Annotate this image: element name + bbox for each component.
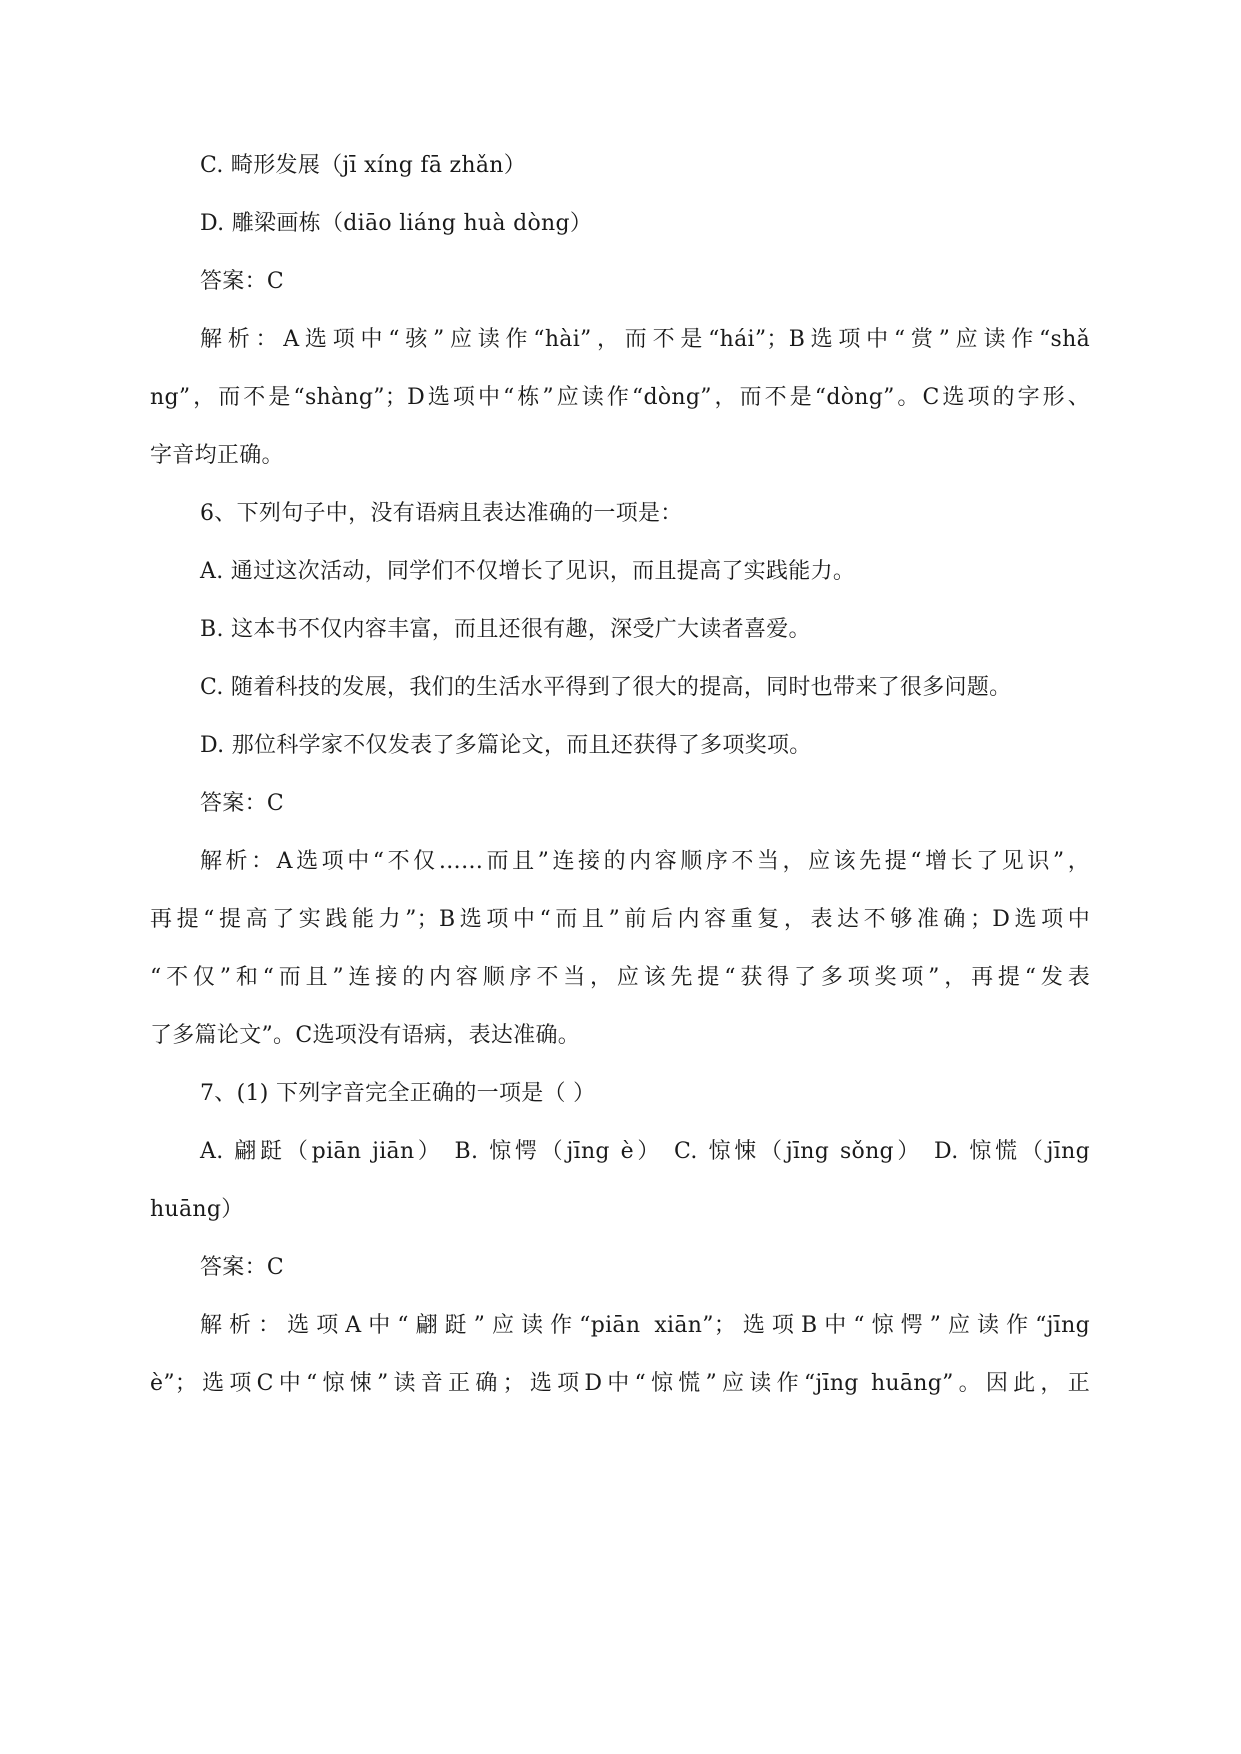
answer: 答案：C bbox=[200, 1255, 285, 1280]
option-c: C. 畸形发展（jī xíng fā zhǎn） bbox=[200, 153, 527, 178]
analysis-line: 字音均正确。 bbox=[150, 443, 284, 468]
option-c: C. 随着科技的发展，我们的生活水平得到了很大的提高，同时也带来了很多问题。 bbox=[200, 675, 1012, 700]
analysis-line: 了多篇论文”。C选项没有语病，表达准确。 bbox=[150, 1023, 581, 1048]
option-d: D. 雕梁画栋（diāo liáng huà dòng） bbox=[200, 211, 593, 236]
option-a: A. 通过这次活动，同学们不仅增长了见识，而且提高了实践能力。 bbox=[200, 559, 856, 584]
question-7: 7、(1) 下列字音完全正确的一项是（ ） bbox=[200, 1081, 596, 1106]
answer: 答案：C bbox=[200, 791, 285, 816]
analysis-line: è”；选项C中“惊悚”读音正确；选项D中“惊慌”应读作“jīng huāng”。因此，正 bbox=[150, 1371, 1090, 1396]
analysis-line: 解析：选项A中“翩跹”应读作“piān xiān”；选项B中“惊愕”应读作“jīng bbox=[200, 1313, 1090, 1338]
analysis-line: 解析：A选项中“不仅……而且”连接的内容顺序不当，应该先提“增长了见识”， bbox=[200, 849, 1090, 874]
analysis-line: 解析：A选项中“骇”应读作“hài”，而不是“hái”；B选项中“赏”应读作“shǎ bbox=[200, 327, 1090, 352]
option-d: D. 那位科学家不仅发表了多篇论文，而且还获得了多项奖项。 bbox=[200, 733, 812, 758]
analysis-line: “不仅”和“而且”连接的内容顺序不当，应该先提“获得了多项奖项”，再提“发表 bbox=[150, 965, 1090, 990]
options-line: huāng） bbox=[150, 1197, 244, 1222]
analysis-line: ng”，而不是“shàng”；D选项中“栋”应读作“dòng”，而不是“dòng”。C选项的字形、 bbox=[150, 385, 1090, 410]
options-line: A. 翩跹（piān jiān） B. 惊愕（jīng è） C. 惊悚（jīng sǒng） D. 惊慌（jīng bbox=[200, 1139, 1090, 1164]
answer: 答案：C bbox=[200, 269, 285, 294]
analysis-line: 再提“提高了实践能力”；B选项中“而且”前后内容重复，表达不够准确；D选项中 bbox=[150, 907, 1090, 932]
option-b: B. 这本书不仅内容丰富，而且还很有趣，深受广大读者喜爱。 bbox=[200, 617, 811, 642]
question-6: 6、下列句子中，没有语病且表达准确的一项是： bbox=[200, 501, 683, 526]
